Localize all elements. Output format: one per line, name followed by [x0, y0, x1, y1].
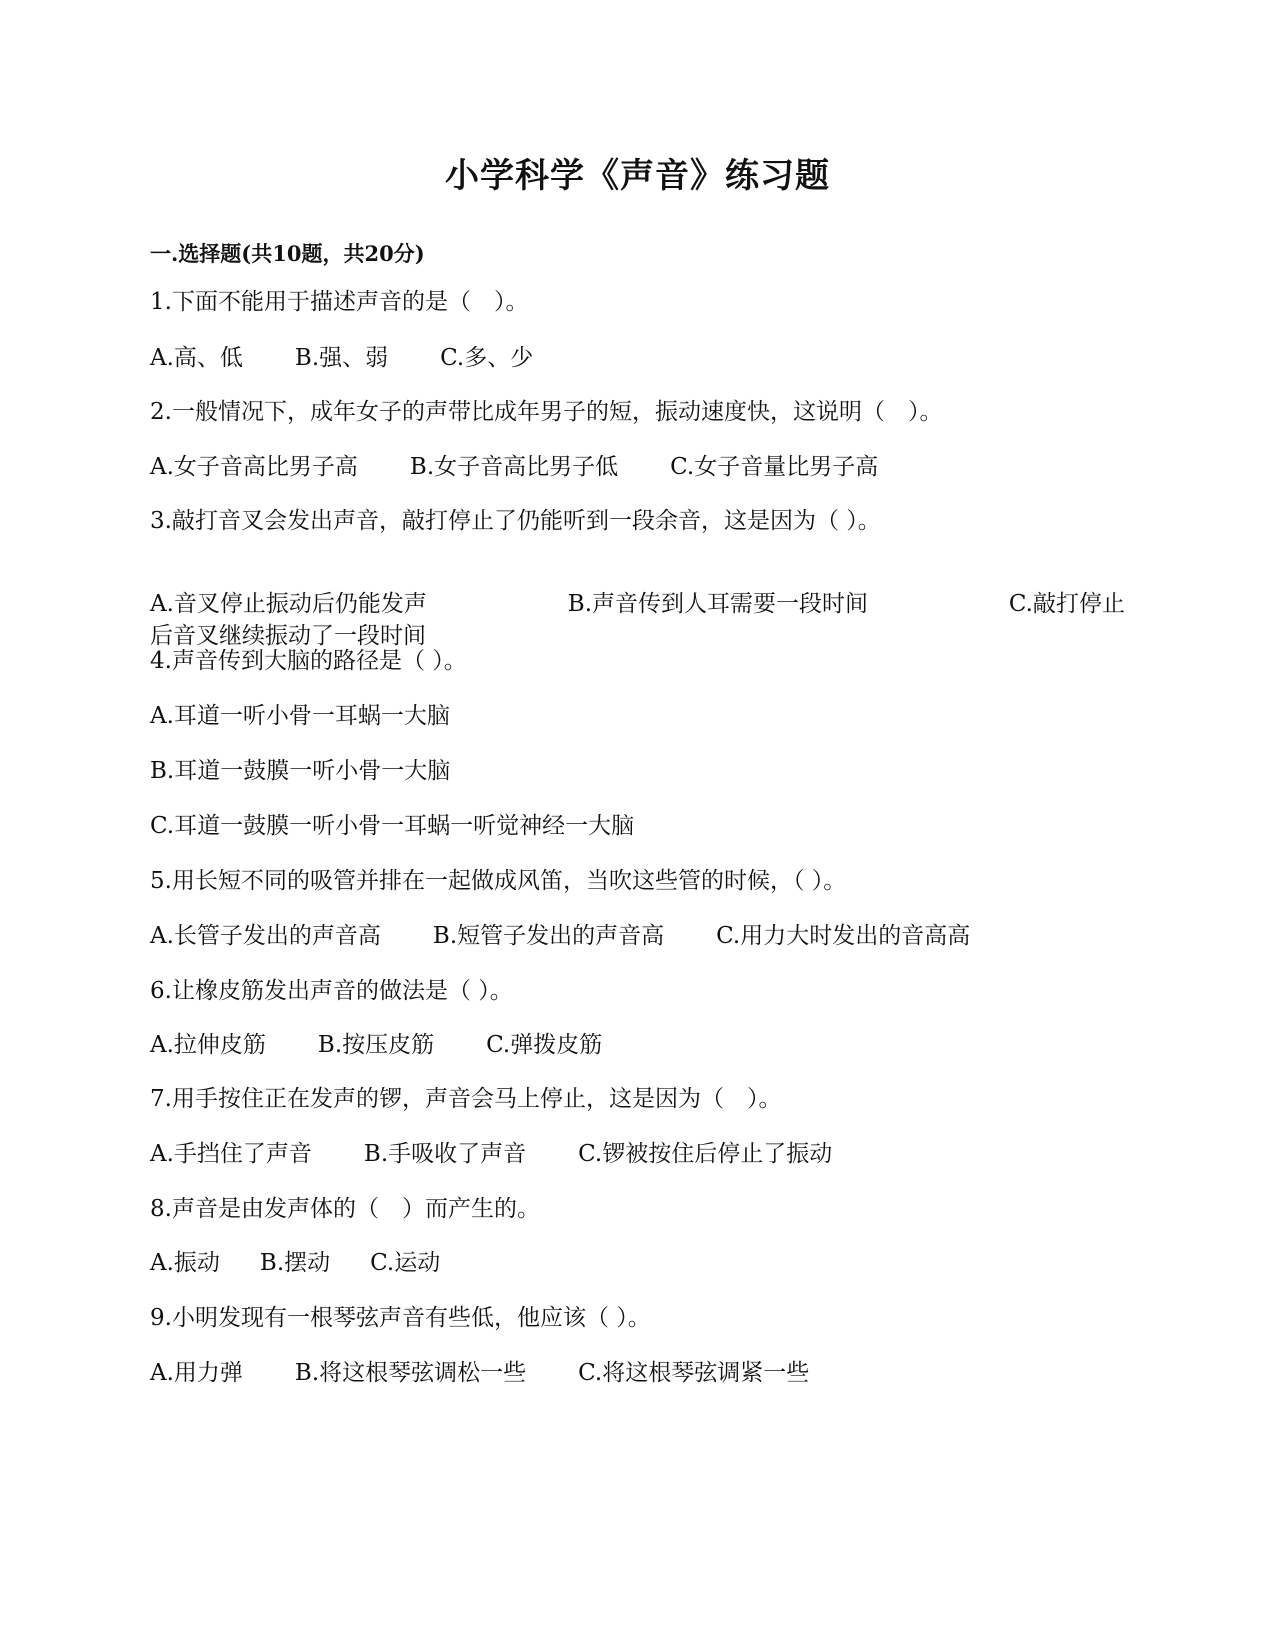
question-9-stem: 9.小明发现有一根琴弦声音有些低，他应该（ ）。 [150, 1305, 651, 1331]
question-1-option-b: B.强、弱 [294, 345, 389, 371]
question-4-stem: 4.声音传到大脑的路径是（ ）。 [150, 648, 467, 674]
question-1-stem: 1.下面不能用于描述声音的是（ ）。 [150, 289, 529, 315]
question-7-option-a: A.手挡住了声音 [150, 1141, 312, 1167]
question-3-stem: 3.敲打音叉会发出声音，敲打停止了仍能听到一段余音，这是因为（ ）。 [150, 508, 881, 534]
section-heading: 一.选择题(共10题，共20分) [150, 241, 425, 266]
question-3-option-b: B.声音传到人耳需要一段时间 [567, 591, 869, 617]
question-2-option-c: C.女子音量比男子高 [670, 454, 879, 480]
question-9-option-c: C.将这根琴弦调紧一些 [578, 1360, 810, 1386]
question-3-option-a: A.音叉停止振动后仍能发声 [150, 591, 427, 617]
question-8-stem: 8.声音是由发声体的（ ）而产生的。 [150, 1196, 540, 1222]
question-2-stem: 2.一般情况下，成年女子的声带比成年男子的短，振动速度快，这说明（ ）。 [150, 399, 943, 425]
question-6-option-c: C.弹拨皮筋 [486, 1032, 603, 1058]
question-7-option-c: C.锣被按住后停止了振动 [578, 1141, 833, 1167]
question-8-option-b: B.摆动 [259, 1250, 331, 1276]
question-8-options [150, 1247, 440, 1279]
question-7-option-b: B.手吸收了声音 [363, 1141, 527, 1167]
question-5-option-c: C.用力大时发出的音高高 [716, 923, 971, 949]
question-3-options [150, 588, 1125, 652]
question-6-option-b: B.按压皮筋 [317, 1032, 435, 1058]
question-9-option-a: A.用力弹 [150, 1360, 243, 1386]
question-1-options [150, 342, 533, 374]
question-7-options [150, 1138, 832, 1170]
question-9-option-b: B.将这根琴弦调松一些 [294, 1360, 527, 1386]
question-2-options [150, 451, 878, 483]
question-8-option-a: A.振动 [150, 1250, 220, 1276]
page-title: 小学科学《声音》练习题 [445, 156, 830, 196]
question-1-option-c: C.多、少 [440, 345, 534, 371]
question-1-option-a: A.高、低 [150, 345, 243, 371]
question-4-option-c: C.耳道一鼓膜一听小骨一耳蜗一听觉神经一大脑 [150, 813, 635, 839]
question-3-option-c: C.敲打停止 [1008, 591, 1125, 617]
question-5-option-b: B.短管子发出的声音高 [432, 923, 665, 949]
question-2-option-a: A.女子音高比男子高 [150, 454, 358, 480]
question-8-option-c: C.运动 [370, 1250, 441, 1276]
question-5-stem: 5.用长短不同的吸管并排在一起做成风笛，当吹这些管的时候，（ ）。 [150, 868, 847, 894]
question-5-options [150, 920, 970, 952]
question-3-option-c-continuation: 后音叉继续振动了一段时间 [150, 623, 426, 649]
question-6-stem: 6.让橡皮筋发出声音的做法是（ ）。 [150, 978, 513, 1004]
question-5-option-a: A.长管子发出的声音高 [150, 923, 381, 949]
question-4-option-a: A.耳道一听小骨一耳蜗一大脑 [150, 703, 450, 729]
question-2-option-b: B.女子音高比男子低 [409, 454, 619, 480]
question-4-option-b: B.耳道一鼓膜一听小骨一大脑 [150, 758, 451, 784]
question-6-options [150, 1029, 602, 1061]
question-7-stem: 7.用手按住正在发声的锣，声音会马上停止，这是因为（ ）。 [150, 1086, 782, 1112]
question-9-options [150, 1357, 809, 1389]
question-6-option-a: A.拉伸皮筋 [150, 1032, 266, 1058]
